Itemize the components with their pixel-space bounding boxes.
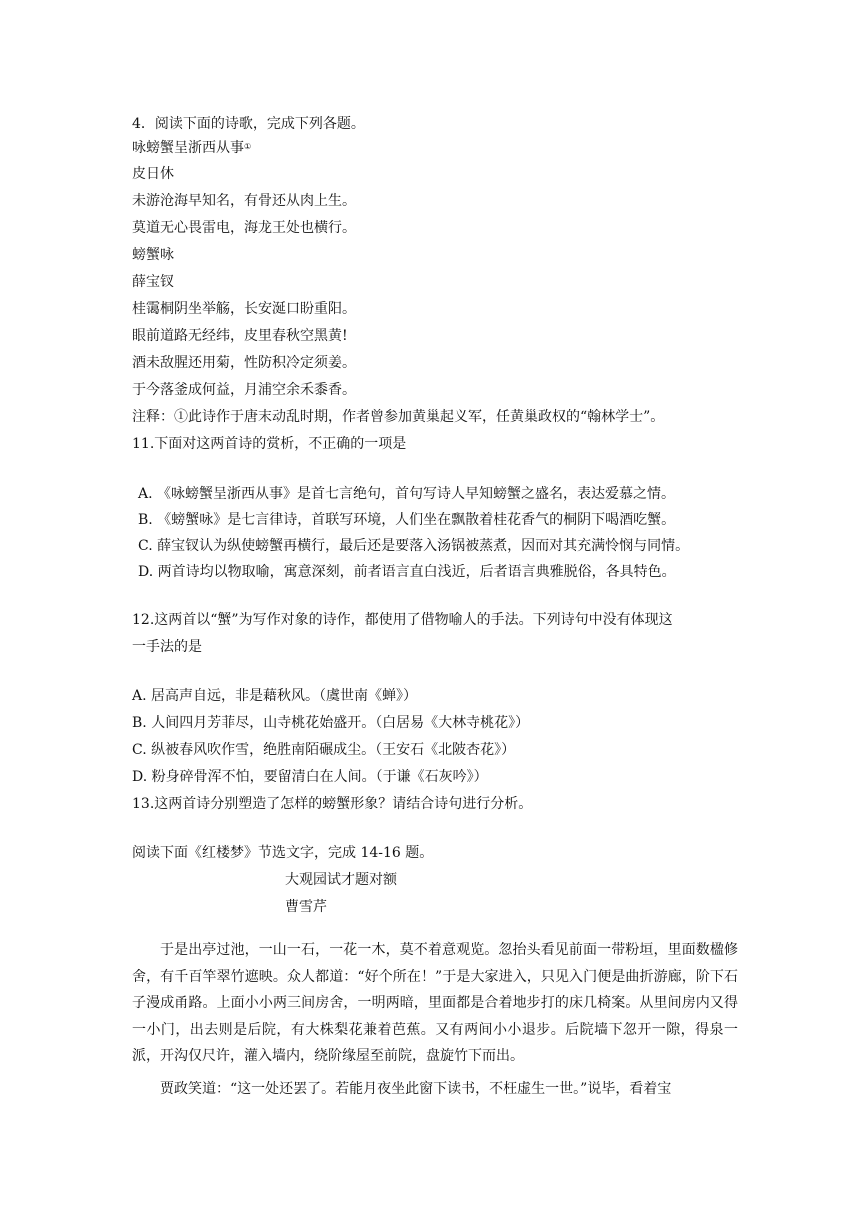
question-12-stem-cont: 一手法的是 — [132, 639, 202, 655]
poem1-line: 莫道无心畏雷电，海龙王处也横行。 — [132, 220, 356, 236]
poem2-line: 眼前道路无经纬，皮里春秋空黑黄! — [132, 328, 348, 344]
footnote: 注释：①此诗作于唐末动乱时期，作者曾参加黄巢起义军，任黄巢政权的“翰林学士”。 — [132, 409, 665, 425]
question-11-stem: 11.下面对这两首诗的赏析，不正确的一项是 — [132, 436, 407, 452]
question-4-intro: 4．阅读下面的诗歌，完成下列各题。 — [132, 116, 365, 132]
poem1-author: 皮日休 — [132, 166, 174, 182]
reading-intro: 阅读下面《红楼梦》节选文字，完成 14-16 题。 — [132, 845, 434, 861]
q12-option-a: A. 居高声自远，非是藉秋风。（虞世南《蝉》） — [132, 688, 418, 704]
reading-paragraph: 贾政笑道：“这一处还罢了。若能月夜坐此窗下读书，不枉虚生一世。”说毕，看着宝 — [160, 1081, 672, 1097]
question-13-stem: 13.这两首诗分别塑造了怎样的螃蟹形象？请结合诗句进行分析。 — [132, 796, 533, 812]
poem2-line: 于今落釜成何益，月浦空余禾黍香。 — [132, 382, 356, 398]
q12-option-b: B. 人间四月芳菲尽，山寺桃花始盛开。（白居易《大林寺桃花》） — [132, 715, 530, 731]
footnote-marker: ① — [244, 142, 252, 151]
question-12-stem: 12.这两首以“蟹”为写作对象的诗作，都使用了借物喻人的手法。下列诗句中没有体现这 — [132, 612, 673, 628]
poem2-line: 酒未敌腥还用菊，性防积冷定须姜。 — [132, 355, 356, 371]
poem2-line: 桂霭桐阴坐举觞，长安涎口盼重阳。 — [132, 301, 356, 317]
poem2-author: 薛宝钗 — [132, 274, 174, 290]
poem1-line: 未游沧海早知名，有骨还从肉上生。 — [132, 193, 356, 209]
reading-paragraph: 于是出亭过池，一山一石，一花一木，莫不着意观览。忽抬头看见前面一带粉垣，里面数楹修舍，有千百竿翠竹遮映。众人都道：“好个所在！”于是大家进入，只见入门便是曲折游廊，阶下石子漫成甬路。上面小小两三间房舍，一明两暗，里面都是合着地步打的床几椅案。从里间房内又得一小门，出去则是后院，有大株梨花兼着芭蕉。又有两间小小退步。后院墙下忽开一隙，得泉一派，开沟仅尺许，灌入墙内，绕阶缘屋至前院，盘旋竹下而出。 — [132, 942, 738, 1064]
poem1-title-text: 咏螃蟹呈浙西从事 — [132, 140, 244, 156]
q11-option-c: C. 薛宝钗认为纵使螃蟹再横行，最后还是要落入汤锅被蒸煮，因而对其充满怜悯与同情。 — [138, 538, 690, 554]
q11-option-a: A. 《咏螃蟹呈浙西从事》是首七言绝句，首句写诗人早知螃蟹之盛名，表达爱慕之情。 — [138, 486, 676, 502]
q11-option-d: D. 两首诗均以物取喻，寓意深刻，前者语言直白浅近，后者语言典雅脱俗，各具特色。 — [138, 564, 676, 580]
q11-option-b: B. 《螃蟹咏》是七言律诗，首联写环境，人们坐在飘散着桂花香气的桐阴下喝酒吃蟹。 — [138, 512, 676, 528]
reading-author: 曹雪芹 — [285, 899, 327, 915]
poem2-title: 螃蟹咏 — [132, 247, 174, 263]
q12-option-d: D. 粉身碎骨浑不怕，要留清白在人间。（于谦《石灰吟》） — [132, 769, 488, 785]
reading-title: 大观园试才题对额 — [285, 872, 397, 888]
poem1-title — [132, 138, 251, 158]
q12-option-c: C. 纵被春风吹作雪，绝胜南陌碾成尘。（王安石《北陂杏花》） — [132, 742, 516, 758]
